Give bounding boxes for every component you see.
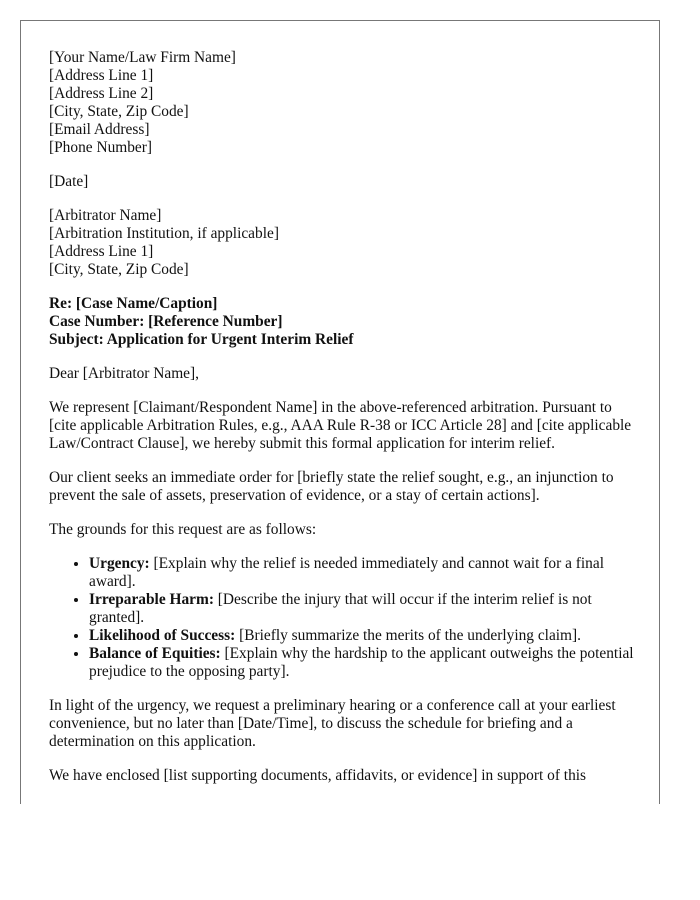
hearing-paragraph: In light of the urgency, we request a preliminary hearing or a conference call at your earliest convenience, but no later than [Date/Time], to discuss the schedule for briefing and a determination on this application. — [49, 697, 616, 750]
grounds-intro-paragraph: The grounds for this request are as follows: — [49, 521, 317, 538]
intro-paragraph: We represent [Claimant/Respondent Name] in the above-referenced arbitration. Pursuant to [cite applicable Arbitration Rules, e.g., AAA Rule R-38 or ICC Article 28] and [cite applicable Law/Contract Clause], we hereby submit this formal application for interim relief. — [49, 399, 632, 452]
letter-body — [49, 49, 637, 785]
list-item — [89, 591, 637, 627]
case-number-line: Case Number: [Reference Number] — [49, 313, 283, 330]
letter-page — [20, 20, 660, 804]
list-item — [89, 627, 637, 645]
recipient-city-state-zip: [City, State, Zip Code] — [49, 261, 189, 278]
recipient-institution: [Arbitration Institution, if applicable] — [49, 225, 279, 242]
sender-phone: [Phone Number] — [49, 139, 153, 156]
list-item-text: [Briefly summarize the merits of the underlying claim]. — [235, 627, 581, 644]
sender-city-state-zip: [City, State, Zip Code] — [49, 103, 189, 120]
list-item-text: [Explain why the hardship to the applicant outweighs the potential prejudice to the opposing party]. — [89, 645, 634, 680]
list-item — [89, 645, 637, 681]
list-item-term: Irreparable Harm: — [89, 591, 214, 608]
grounds-list — [49, 555, 637, 681]
enclosed-paragraph: We have enclosed [list supporting documents, affidavits, or evidence] in support of this — [49, 767, 587, 784]
re-line: Re: [Case Name/Caption] — [49, 295, 218, 312]
list-item — [89, 555, 637, 591]
list-item-term: Urgency: — [89, 555, 150, 572]
recipient-block — [49, 207, 637, 279]
sender-address-line-2: [Address Line 2] — [49, 85, 154, 102]
list-item-term: Balance of Equities: — [89, 645, 221, 662]
reference-block — [49, 295, 637, 349]
subject-line: Subject: Application for Urgent Interim Relief — [49, 331, 354, 348]
list-item-text: [Explain why the relief is needed immediately and cannot wait for a final award]. — [89, 555, 604, 590]
relief-paragraph: Our client seeks an immediate order for [briefly state the relief sought, e.g., an injunction to prevent the sale of assets, preservation of evidence, or a stay of certain actions]. — [49, 469, 614, 504]
list-item-text: [Describe the injury that will occur if the interim relief is not granted]. — [89, 591, 592, 626]
list-item-term: Likelihood of Success: — [89, 627, 236, 644]
letter-date: [Date] — [49, 173, 89, 190]
salutation: Dear [Arbitrator Name], — [49, 365, 199, 382]
sender-block — [49, 49, 637, 157]
sender-address-line-1: [Address Line 1] — [49, 67, 154, 84]
date-block — [49, 173, 637, 191]
recipient-address-line-1: [Address Line 1] — [49, 243, 154, 260]
recipient-name: [Arbitrator Name] — [49, 207, 162, 224]
sender-name: [Your Name/Law Firm Name] — [49, 49, 236, 66]
sender-email: [Email Address] — [49, 121, 150, 138]
